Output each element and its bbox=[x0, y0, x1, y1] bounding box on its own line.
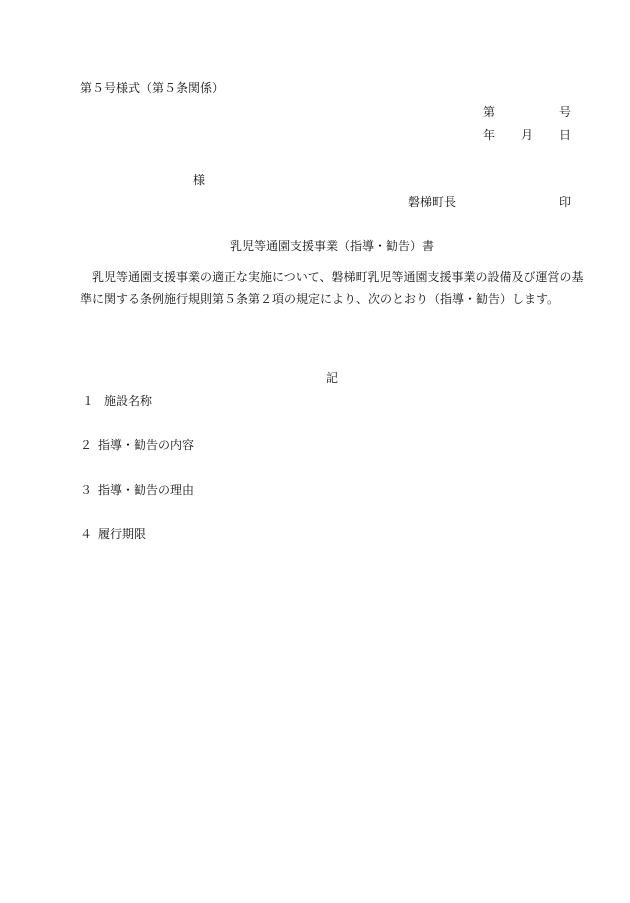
item-number: １ bbox=[82, 394, 95, 408]
issuer-title: 磐梯町長 bbox=[408, 195, 457, 209]
item-label: 履行期限 bbox=[98, 527, 147, 541]
item-number: ４ bbox=[80, 527, 93, 541]
item-number: ２ bbox=[80, 438, 93, 452]
item-number: ３ bbox=[80, 483, 93, 497]
number-suffix: 号 bbox=[559, 105, 572, 119]
date-month: 月 bbox=[521, 128, 534, 142]
form-label: 第５号様式（第５条関係） bbox=[80, 81, 225, 95]
date-year: 年 bbox=[483, 128, 496, 142]
item-label: 指導・勧告の内容 bbox=[98, 438, 195, 452]
ki-heading: 記 bbox=[326, 371, 339, 385]
body-paragraph: 乳児等通園支援事業の適正な実施について、磐梯町乳児等通園支援事業の設備及び運営の基準に関する条例施行規則第５条第２項の規定により、次のとおり（指導・勧告）します。 bbox=[80, 270, 584, 306]
item-label: 指導・勧告の理由 bbox=[98, 483, 195, 497]
document-title: 乳児等通園支援事業（指導・勧告）書 bbox=[230, 239, 435, 253]
date-day: 日 bbox=[559, 128, 572, 142]
seal-mark: 印 bbox=[559, 195, 572, 209]
addressee-suffix: 様 bbox=[193, 173, 206, 187]
item-label: 施設名称 bbox=[104, 394, 153, 408]
number-prefix: 第 bbox=[483, 105, 496, 119]
